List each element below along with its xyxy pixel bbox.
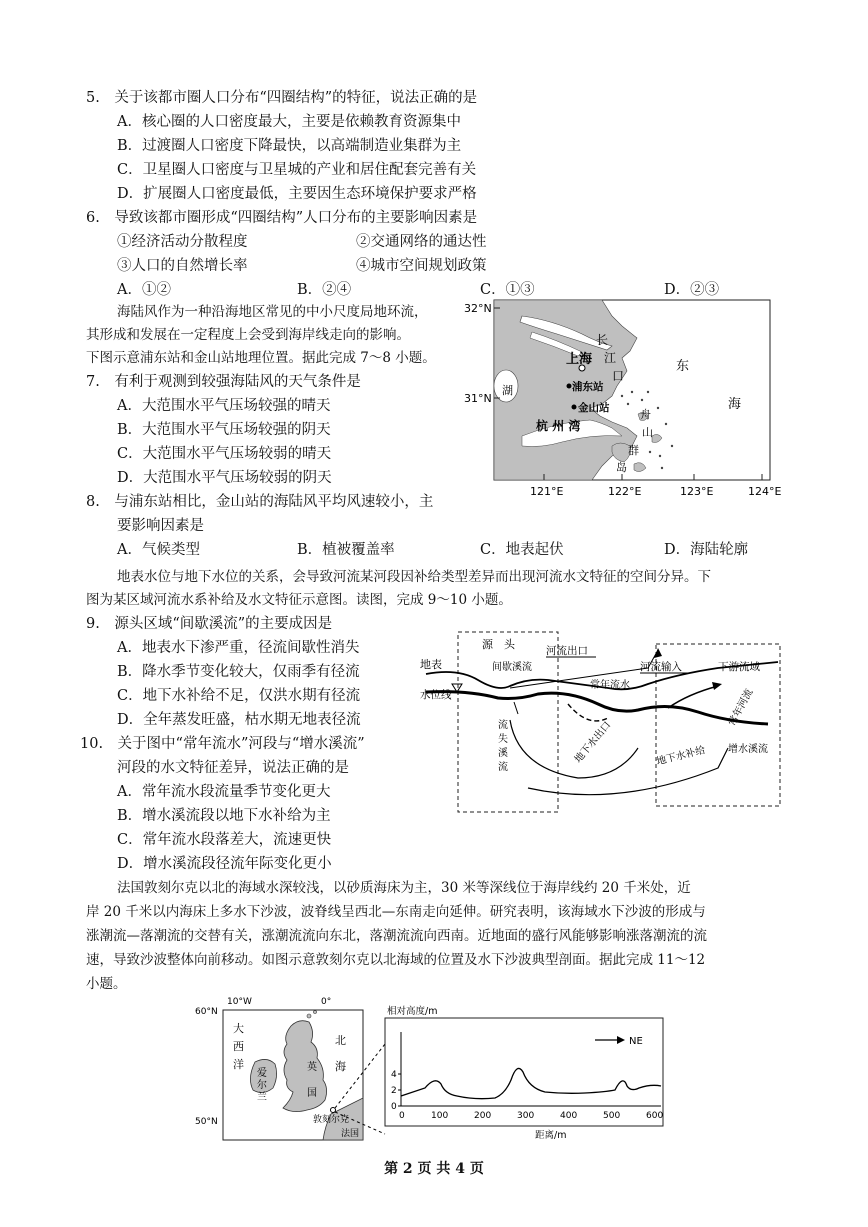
north-sea-label-1: 北	[335, 1034, 346, 1047]
intro78-line3: 下图示意浦东站和金山站地理位置。据此完成 7～8 小题。	[86, 350, 436, 366]
water-table-label: 水位线	[420, 689, 452, 701]
profile-xtick-100: 100	[431, 1111, 449, 1121]
zhoushan-label-3: 群	[628, 444, 639, 457]
ireland-label-3: 兰	[257, 1092, 267, 1103]
lon-121e-label: 121°E	[530, 485, 564, 498]
profile-ytick-2: 2	[391, 1086, 397, 1096]
q6-factor-3: ③人口的自然增长率	[117, 258, 248, 274]
dunkirk-map-and-profile	[195, 996, 675, 1146]
ireland-label-2: 尔	[257, 1080, 267, 1091]
intro910-line1: 地表水位与地下水位的关系，会导致河流某河段因补给类型差异而出现河流水文特征的空间分异。下	[117, 569, 711, 585]
q7-option-d: D．大范围水平气压场较弱的阴天	[117, 470, 332, 486]
q9-stem: 9. 源头区域“间歇溪流”的主要成因是	[86, 616, 333, 632]
profile-xtick-200: 200	[474, 1111, 492, 1121]
zhoushan-label-2: 山	[642, 426, 653, 439]
river-recharge-diagram	[418, 628, 788, 820]
groundwater-outlet-label: 地下水出口	[572, 719, 614, 766]
hangzhou-bay-label: 杭 州 湾	[536, 419, 581, 433]
lon-123e-label: 123°E	[680, 485, 714, 498]
q7-stem: 7. 有利于观测到较强海陆风的天气条件是	[86, 374, 361, 390]
intermittent-stream-label: 间歇溪流	[492, 662, 532, 673]
q6-option-c: C．①③	[480, 282, 535, 298]
atlantic-label-2: 西	[233, 1040, 244, 1053]
lon-122e-label: 122°E	[608, 485, 642, 498]
intro1112-line4: 速，导致沙波整体向前移动。如图示意敦刻尔克以北海域的位置及水下沙波典型剖面。据此完成 11～12	[86, 952, 706, 968]
changjiang-label-1: 长	[596, 333, 609, 347]
profile-xtick-0: 0	[399, 1111, 405, 1121]
atlantic-label-3: 洋	[233, 1058, 244, 1071]
atlantic-label-1: 大	[233, 1022, 244, 1035]
q6-factor-4: ④城市空间规划政策	[356, 258, 487, 274]
q5-option-b: B．过渡圈人口密度下降最快，以高端制造业集群为主	[117, 138, 462, 154]
zhoushan-label-1: 舟	[640, 408, 651, 421]
dunkirk-label: 敦刻尔克	[313, 1115, 350, 1125]
lon-124e-label: 124°E	[748, 485, 782, 498]
surface-label: 地表	[420, 658, 442, 671]
q9-option-c: C．地下水补给不足，仅洪水期有径流	[117, 688, 361, 704]
q10-option-d: D．增水溪流段径流年际变化更小	[117, 856, 332, 872]
q5-stem: 5. 关于该都市圈人口分布“四圈结构”的特征，说法正确的是	[86, 90, 478, 106]
perennial-river-label: 常年河流	[726, 687, 756, 728]
losing-stream-label-1: 流	[498, 720, 508, 731]
profile-x-axis-title: 距离/m	[535, 1130, 567, 1141]
q8-option-c: C．地表起伏	[480, 542, 564, 558]
river-outlet-label: 河流出口	[546, 645, 588, 657]
profile-y-axis-title: 相对高度/m	[387, 1006, 438, 1017]
profile-xtick-500: 500	[603, 1111, 621, 1121]
q9-option-a: A．地表水下渗严重，径流间歇性消失	[117, 640, 360, 656]
lat-60n-label: 60°N	[195, 1007, 218, 1017]
page-footer: 第 2 页 共 4 页	[384, 1161, 484, 1177]
q5-option-c: C．卫星圈人口密度与卫星城的产业和居住配套完善有关	[117, 162, 477, 178]
profile-xtick-600: 600	[646, 1111, 664, 1121]
jinshan-station-label: 金山站	[578, 402, 610, 414]
groundwater-recharge-label: 地下水补给	[655, 744, 707, 768]
q6-option-b: B．②④	[297, 282, 352, 298]
downstream-label: 下游流域	[718, 661, 760, 673]
losing-stream-label-3: 溪	[498, 748, 508, 759]
profile-ytick-4: 4	[391, 1070, 397, 1080]
q6-option-a: A．①②	[117, 282, 171, 298]
q10-stem-line2: 河段的水文特征差异，说法正确的是	[117, 760, 349, 776]
q6-factor-1: ①经济活动分散程度	[117, 234, 248, 250]
perennial-flow-label: 常年流水	[590, 680, 630, 691]
profile-xtick-300: 300	[517, 1111, 535, 1121]
intro78-line2: 其形成和发展在一定程度上会受到海岸线走向的影响。	[86, 327, 410, 343]
losing-stream-label-2: 失	[498, 734, 508, 745]
intro1112-line3: 涨潮流—落潮流的交替有关，涨潮流流向东北，落潮流流向西南。近地面的盛行风能够影响涨落潮流的流	[86, 928, 707, 944]
q10-option-b: B．增水溪流段以地下水补给为主	[117, 808, 331, 824]
lat-50n-label: 50°N	[195, 1117, 218, 1127]
q9-option-b: B．降水季节变化较大，仅雨季有径流	[117, 664, 360, 680]
intro78-line1: 海陆风作为一种沿海地区常见的中小尺度局地环流，	[117, 304, 428, 320]
intro1112-line2: 岸 20 千米以内海床上多水下沙波，波脊线呈西北—东南走向延伸。研究表明，该海域水下沙波的形成与	[86, 904, 706, 920]
q9-option-d: D．全年蒸发旺盛，枯水期无地表径流	[117, 712, 361, 728]
q5-option-a: A．核心圈的人口密度最大，主要是依赖教育资源集中	[117, 114, 461, 130]
q10-option-c: C．常年流水段落差大，流速更快	[117, 832, 332, 848]
q7-option-a: A．大范围水平气压场较强的晴天	[117, 398, 331, 414]
lon-10w-label: 10°W	[227, 997, 252, 1007]
shanghai-label: 上海	[566, 352, 593, 367]
profile-direction-label: NE	[629, 1036, 643, 1047]
changjiang-label-2: 江	[604, 351, 617, 365]
q10-option-a: A．常年流水段流量季节变化更大	[117, 784, 331, 800]
q10-stem-line1: 10. 关于图中“常年流水”河段与“增水溪流”	[80, 736, 365, 752]
gaining-stream-label: 增水溪流	[728, 744, 768, 755]
q6-stem: 6. 导致该都市圈形成“四圈结构”人口分布的主要影响因素是	[86, 210, 478, 226]
zhoushan-label-4: 岛	[616, 461, 627, 474]
source-label: 源 头	[482, 638, 515, 651]
q7-option-b: B．大范围水平气压场较强的阴天	[117, 422, 331, 438]
q6-factor-2: ②交通网络的通达性	[356, 234, 487, 250]
intro1112-line1: 法国敦刻尔克以北的海域水深较浅，以砂质海床为主，30 米等深线位于海岸线约 20 千米处，近	[117, 880, 691, 896]
pudong-station-label: 浦东站	[572, 381, 604, 393]
q7-option-c: C．大范围水平气压场较弱的晴天	[117, 446, 332, 462]
taihu-label: 湖	[502, 384, 513, 397]
east-sea-label-1: 东	[676, 359, 690, 374]
uk-label-2: 国	[307, 1088, 317, 1099]
intro910-line2: 图为某区域河流水系补给及水文特征示意图。读图，完成 9～10 小题。	[86, 592, 512, 608]
intro1112-line5: 小题。	[86, 976, 127, 992]
q8-stem-line1: 8. 与浦东站相比，金山站的海陆风平均风速较小，主	[86, 494, 434, 510]
shanghai-map	[462, 296, 782, 501]
losing-stream-label-4: 流	[498, 762, 508, 773]
profile-ytick-0: 0	[391, 1102, 397, 1112]
uk-label-1: 英	[307, 1062, 317, 1073]
lat-31n-label: 31°N	[464, 392, 492, 405]
q6-option-d: D．②③	[664, 282, 720, 298]
france-label: 法国	[341, 1129, 360, 1139]
q5-option-d: D．扩展圈人口密度最低，主要因生态环境保护要求严格	[117, 186, 477, 202]
east-sea-label-2: 海	[728, 397, 742, 412]
profile-xtick-400: 400	[560, 1111, 578, 1121]
q8-option-d: D．海陆轮廓	[664, 542, 749, 558]
q8-option-b: B．植被覆盖率	[297, 542, 395, 558]
lat-32n-label: 32°N	[464, 302, 492, 315]
lon-0-label: 0°	[321, 997, 332, 1007]
q8-stem-line2: 要影响因素是	[117, 518, 204, 534]
north-sea-label-2: 海	[335, 1060, 346, 1073]
changjiang-label-3: 口	[612, 369, 625, 383]
q8-option-a: A．气候类型	[117, 542, 200, 558]
ireland-label-1: 爱	[257, 1068, 267, 1079]
river-input-label: 河流输入	[640, 661, 682, 673]
